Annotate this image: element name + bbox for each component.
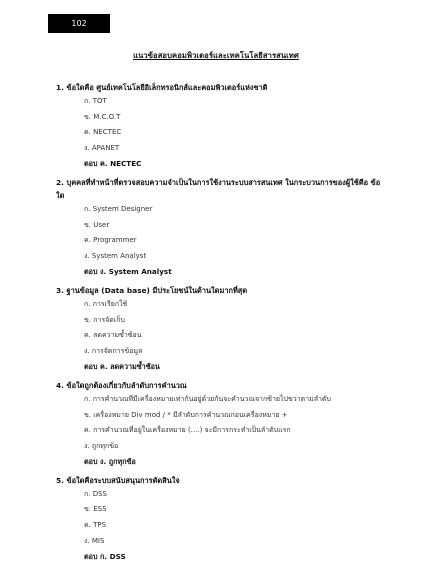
answer-line: ตอบ ง. ถูกทุกข้อ xyxy=(84,457,136,467)
question-1 xyxy=(56,81,386,172)
question-4 xyxy=(56,379,386,470)
question-text: 4. ข้อใดถูกต้องเกี่ยวกับลำดับการคำนวณ xyxy=(56,380,187,390)
choice-item: ข. การจัดเก็บ xyxy=(84,315,125,324)
choice-item: ก. การเรียกใช้ xyxy=(84,299,128,308)
choice-item: ค. การคำนวณที่อยู่ในเครื่องหมาย (....) จะมีการกระทำเป็นลำดับแรก xyxy=(84,426,291,435)
choice-item: ข. ESS xyxy=(84,505,107,514)
choice-item: ค. TPS xyxy=(84,521,107,530)
answer-line: ตอบ ง. System Analyst xyxy=(84,267,172,277)
question-text: 1. ข้อใดคือ ศูนย์เทคโนโลยีอิเล็กทรอนิกส์และคอมพิวเตอร์แห่งชาติ xyxy=(56,83,268,92)
question-3 xyxy=(56,284,386,375)
choice-item: ง. การจัดการข้อมูล xyxy=(84,346,143,355)
choice-item: ข. M.C.O.T xyxy=(84,112,121,121)
question-5 xyxy=(56,474,386,565)
choice-item: ก. System Designer xyxy=(84,204,153,213)
choice-item: ง. MIS xyxy=(84,536,105,545)
document-title: แนวข้อสอบคอมพิวเตอร์และเทคโนโลยีสารสนเทศ xyxy=(133,51,299,60)
answer-line: ตอบ ค. NECTEC xyxy=(84,159,142,169)
choice-item: ง. APANET xyxy=(84,143,120,152)
choice-item: ค. ลดความซ้ำซ้อน xyxy=(84,331,142,340)
choice-item: ก. DSS xyxy=(84,489,107,498)
question-list xyxy=(56,81,386,569)
question-text: 5. ข้อใดคือระบบสนับสนุนการตัดสินใจ xyxy=(56,475,180,485)
choice-item: ง. System Analyst xyxy=(84,251,147,260)
answer-line: ตอบ ค. ลดความซ้ำซ้อน xyxy=(84,362,160,372)
choice-item: ข. เครื่องหมาย Div mod / * มีลำดับการคำนวณก่อนเครื่องหมาย + xyxy=(84,410,288,419)
choice-item: ก. TOT xyxy=(84,97,107,105)
choice-item: ค. Programmer xyxy=(84,236,137,245)
choice-item: ก. การคำนวณที่มีเครื่องหมายเท่ากันอยู่ด้วยกันจะคำนวณจากซ้ายไปขวาตามลำดับ xyxy=(84,394,331,403)
page-number-badge: 102 xyxy=(48,14,110,33)
choice-item: ค. NECTEC xyxy=(84,128,122,137)
choice-item: ข. User xyxy=(84,220,110,229)
question-text: 3. ฐานข้อมูล (Data base) มีประโยชน์ในด้านใดมากที่สุด xyxy=(56,285,248,295)
choice-item: ง. ถูกทุกข้อ xyxy=(84,441,119,450)
question-text: 2. บุคคลที่ทำหน้าที่ตรวจสอบความจำเป็นในการใช้งานระบบสารสนเทศ ในกระบวนการของผู้ใช้คือ ข้อใด xyxy=(56,177,381,200)
answer-line: ตอบ ก. DSS xyxy=(84,552,126,562)
question-2 xyxy=(56,176,386,280)
